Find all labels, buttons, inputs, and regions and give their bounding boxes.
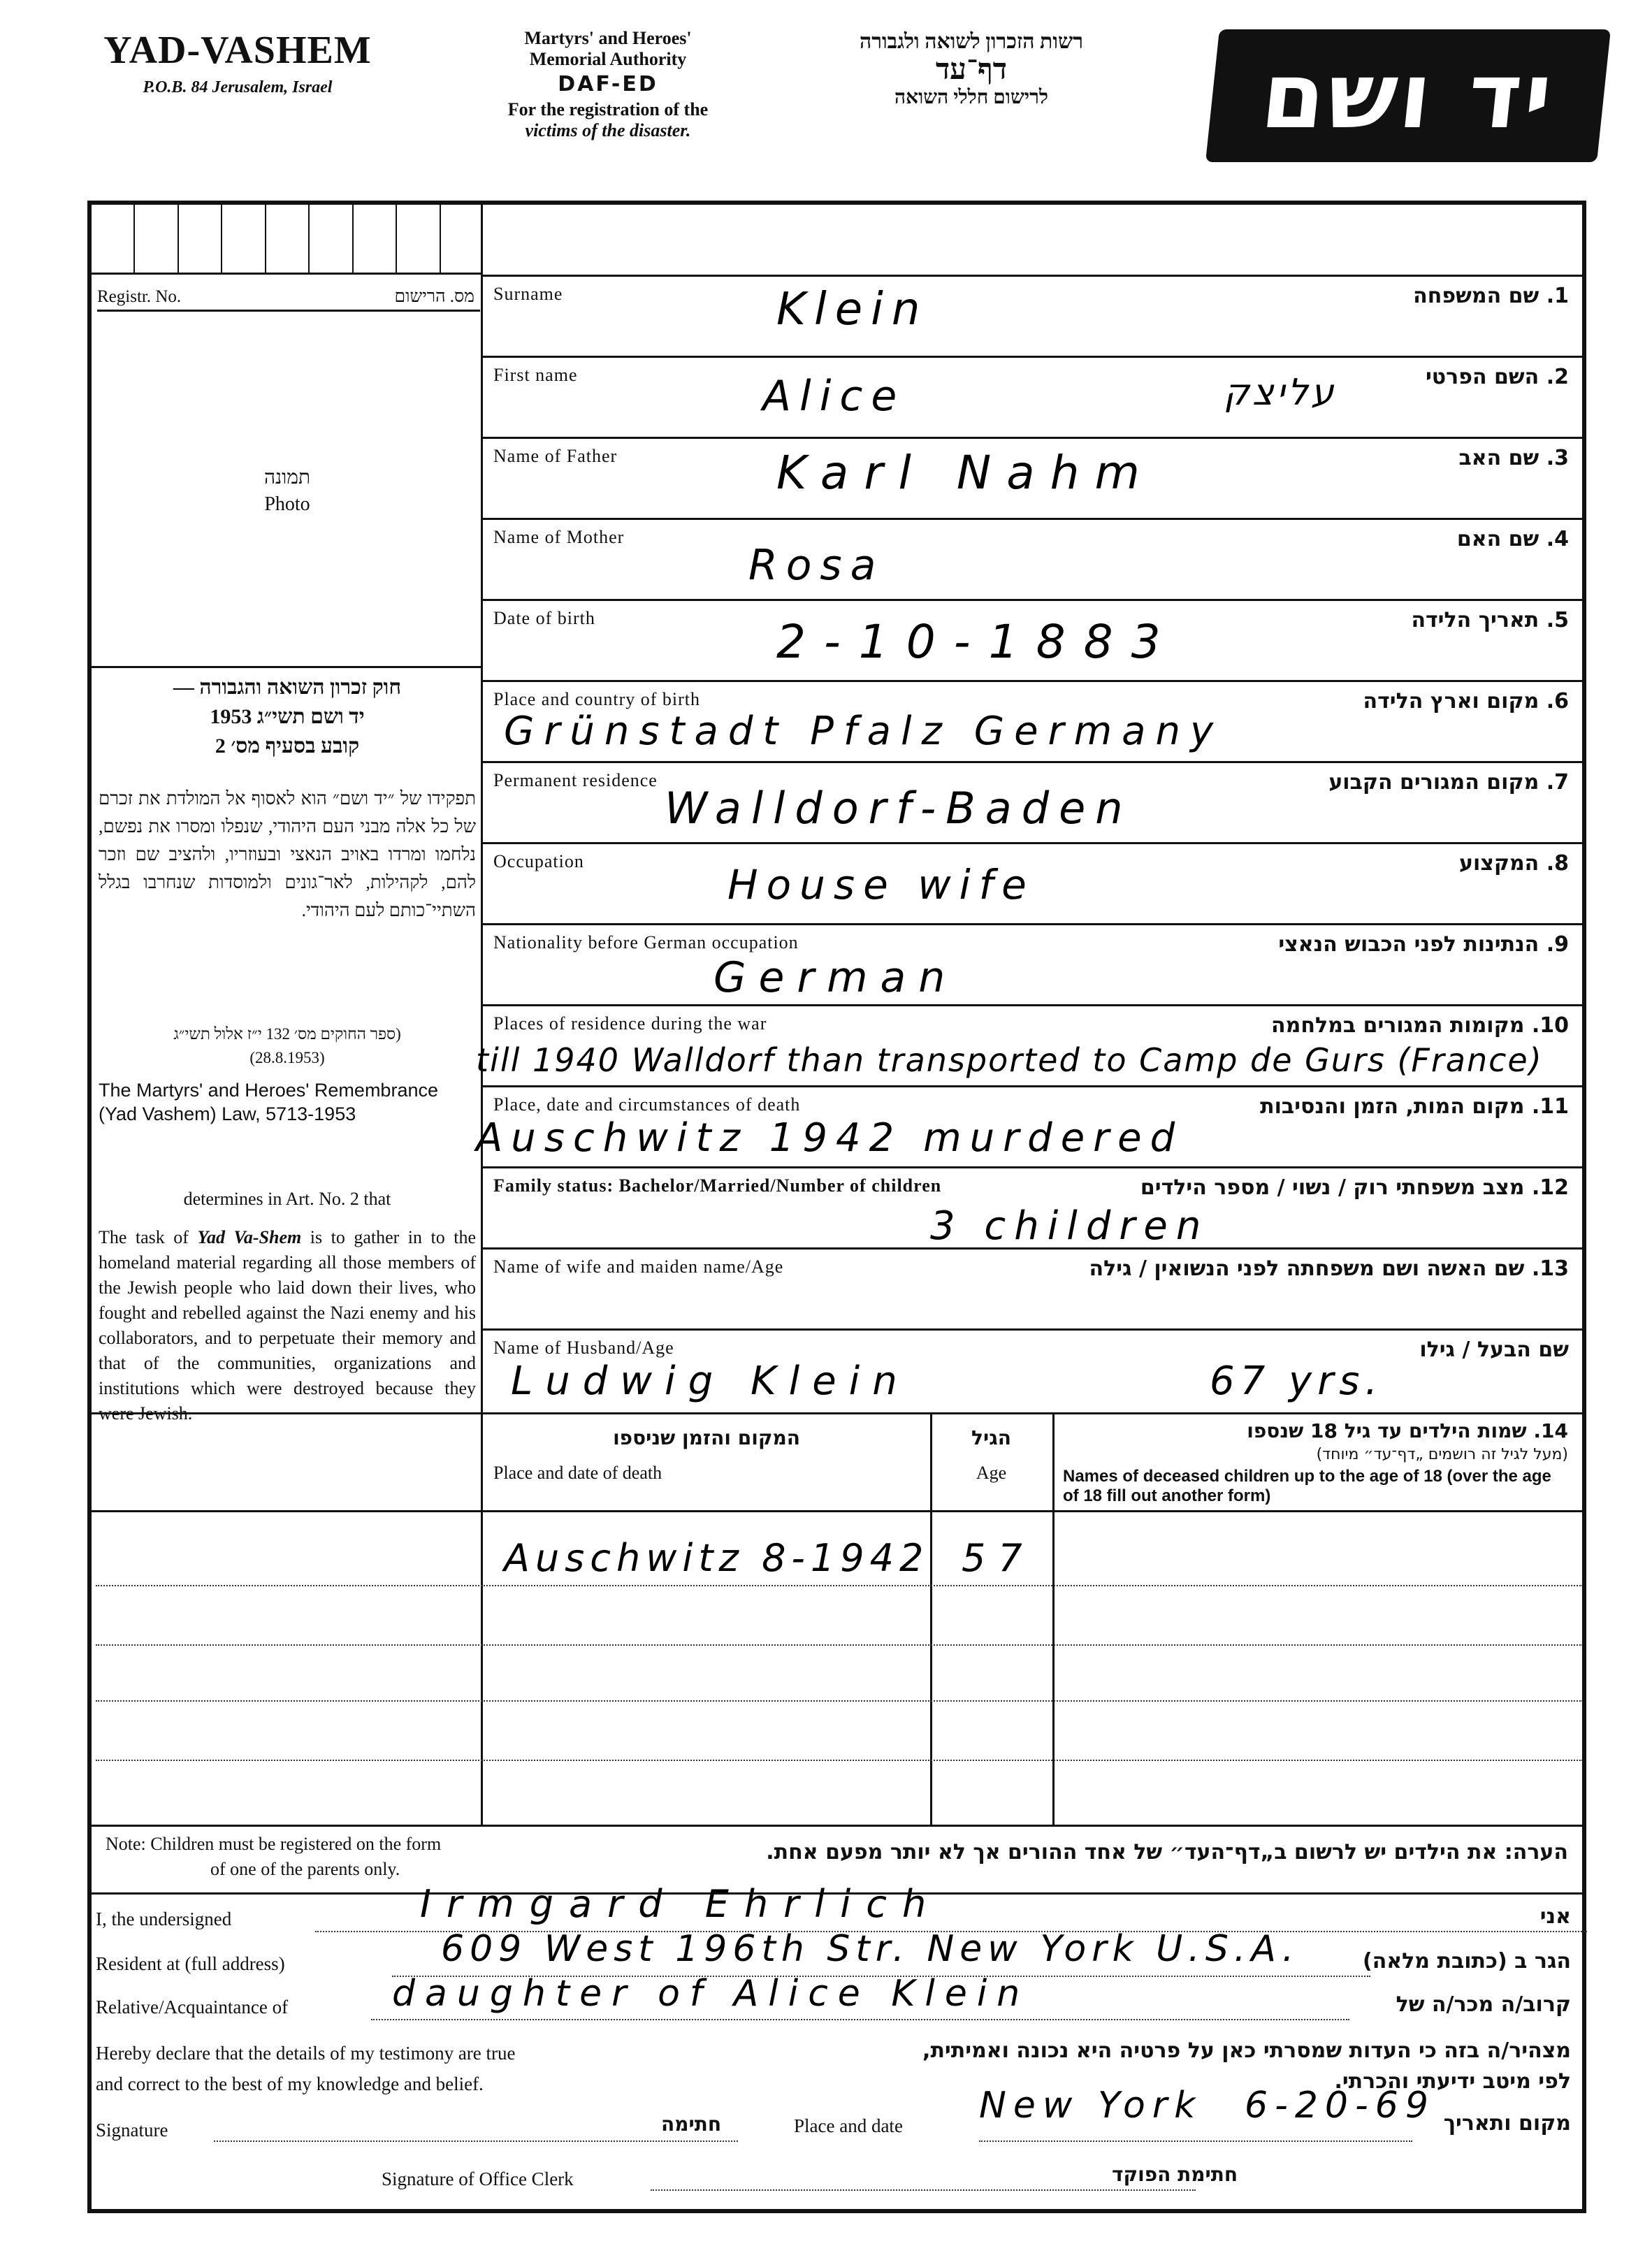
relative-value[interactable]: daughter of Alice Klein (392, 1973, 1030, 2015)
children-place-header-hebrew: המקום והזמן שניספו (613, 1426, 800, 1449)
nationality-value: German (713, 953, 958, 1002)
field-husband-name[interactable]: Name of Husband/Age שם הבעל / גילו Ludwig Klein 67 yrs. (483, 1328, 1586, 1412)
husband-age-value: 67 yrs. (1210, 1359, 1384, 1404)
resident-value[interactable]: 609 West 196th Str. New York U.S.A. (441, 1928, 1300, 1970)
child-place-date-value: Auschwitz 8-1942 (504, 1536, 929, 1580)
purpose-line-1: For the registration of the (507, 99, 709, 119)
field-family-status[interactable]: Family status: Bachelor/Married/Number of children 12. מצב משפחתי רוק / נשוי / מספר הילדים 3 children (483, 1166, 1586, 1247)
husband-name-value: Ludwig Klein (511, 1359, 910, 1404)
authority-block (440, 28, 776, 196)
declaration-hebrew-line-2: לפי מיטב ידיעתי והכרתי. (1334, 2069, 1571, 2094)
law-hebrew-reference: (ספר החוקים מס׳ 132 י״ז אלול תשי״ג (28.8.1953) (173, 1025, 401, 1066)
place-of-birth-value: Grünstadt Pfalz Germany (504, 709, 1224, 754)
relative-label: Relative/Acquaintance of (96, 1997, 289, 2018)
yad-vashem-logo: יד ושם (1205, 29, 1611, 162)
authority-line-1: Martyrs' and Heroes' (524, 28, 692, 48)
declaration-hebrew-line-1: מצהיר/ה בזה כי העדות שמסרתי כאן על פרטיה היא נכונה ואמיתית, (922, 2038, 1571, 2063)
registration-label: Registr. No. (97, 287, 182, 306)
org-address: P.O.B. 84 Jerusalem, Israel (143, 78, 333, 96)
hebrew-daf-ed: דף־עד (935, 54, 1007, 86)
law-hebrew-text: תפקידו של ״יד ושם״ הוא לאסוף אל המולדת את זכרם של כל אלה מבני העם היהודי, שנפלו ומסרו את נפשם, נלחמו ומרדו באויב הנאצי ובעוזריו, ולהציב שם וזכר להם, לקהילות, לאר־גונים ולמוסדות שנחרבו בגלל השתיי־כותם לעם היהודי. (99, 788, 476, 920)
children-age-header-hebrew: הגיל (971, 1426, 1011, 1449)
testimony-form (87, 201, 1586, 2213)
law-hebrew-title: חוק זכרון השואה והגבורה — יד ושם תשי״ג 1953 קובע בסעיף מס׳ 2 (173, 676, 402, 758)
clerk-signature-label: Signature of Office Clerk (382, 2168, 574, 2189)
field-first-name[interactable]: First name 2. השם הפרטי Alice עליצק (483, 356, 1586, 437)
field-permanent-residence[interactable]: Permanent residence 7. מקום המגורים הקבוע Walldorf-Baden (483, 761, 1586, 842)
field-place-of-death[interactable]: Place, date and circumstances of death 11. מקום המות, הזמן והנסיבות Auschwitz 1942 murdered (483, 1085, 1586, 1166)
date-of-birth-value: 2-10-1883 (776, 615, 1179, 669)
father-name-value: Karl Nahm (776, 446, 1155, 500)
residence-during-war-value: till 1940 Walldorf than transported to Camp de Gurs (France) (476, 1041, 1543, 1079)
signature-label: Signature (96, 2120, 168, 2141)
place-date-label: Place and date (794, 2115, 903, 2136)
daf-ed-title: DAF-ED (558, 72, 658, 96)
hebrew-purpose: לרישום חללי השואה (894, 87, 1048, 108)
purpose-line-2: victims of the disaster. (525, 120, 691, 140)
photo-label-hebrew: תמונה (263, 467, 311, 488)
first-name-value: Alice (762, 372, 906, 421)
field-place-of-birth[interactable]: Place and country of birth 6. מקום וארץ הלידה Grünstadt Pfalz Germany (483, 680, 1586, 761)
left-column (92, 205, 483, 1825)
field-nationality[interactable]: Nationality before German occupation 9. הנתינות לפני הכבוש הנאצי German (483, 923, 1586, 1004)
registration-boxes (92, 205, 483, 275)
field-occupation[interactable]: Occupation 8. המקצוע House wife (483, 842, 1586, 923)
place-date-label-hebrew: מקום ותאריך (1443, 2111, 1571, 2136)
law-english-text: The task of Yad Va-Shem is to gather in to the homeland material regarding all those members of the Jewish people who laid down their lives, who fought and rebelled against the Nazi enemy and his collaborators, and to perpetuate their memory and that of the communities, organizations and institutions which were destroyed because they were Jewish. (99, 1227, 476, 1424)
mother-name-value: Rosa (748, 541, 885, 590)
photo-placeholder (92, 465, 483, 518)
permanent-residence-value: Walldorf-Baden (665, 783, 1133, 834)
hebrew-authority: רשות הזכרון לשואה ולגבורה (860, 30, 1083, 53)
family-status-value: 3 children (930, 1203, 1210, 1249)
place-of-death-value: Auschwitz 1942 murdered (476, 1115, 1184, 1161)
first-name-hebrew-value: עליצק (1224, 372, 1337, 414)
surname-value: Klein (776, 284, 929, 335)
field-date-of-birth[interactable]: Date of birth 5. תאריך הלידה 2-10-1883 (483, 599, 1586, 680)
registration-label-hebrew: מס. הרישום (394, 287, 474, 306)
undersigned-label-hebrew: אני (1539, 1904, 1571, 1929)
authority-line-2: Memorial Authority (529, 49, 687, 69)
note-hebrew: הערה: את הילדים יש לרשום ב„דף־העד״ של אחד ההורים אך לא יותר מפעם אחת. (766, 1840, 1568, 1864)
org-title: YAD-VASHEM (103, 29, 372, 72)
place-value[interactable]: New York (979, 2085, 1203, 2127)
children-age-header: Age (976, 1463, 1007, 1483)
resident-label: Resident at (full address) (96, 1953, 285, 1974)
relative-label-hebrew: קרוב/ה מכר/ה של (1396, 1992, 1571, 2017)
registration-number-field (97, 287, 474, 307)
resident-label-hebrew: הגר ב (כתובת מלאה) (1362, 1949, 1571, 1973)
declaration-line-2: and correct to the best of my knowledge and belief. (96, 2073, 484, 2094)
signature-label-hebrew: חתימה (661, 2113, 722, 2136)
children-names-header: Names of deceased children up to the age of 18 (over the age of 18 fill out another form) (1063, 1467, 1551, 1505)
field-surname[interactable]: Surname 1. שם המשפחה Klein (483, 275, 1586, 356)
law-english-title: The Martyrs' and Heroes' Remembrance (Yad Vashem) Law, 5713-1953 (99, 1080, 438, 1124)
undersigned-label: I, the undersigned (96, 1908, 232, 1929)
child-age-value: 57 (962, 1536, 1035, 1580)
field-wife-name[interactable]: Name of wife and maiden name/Age 13. שם האשה ושם משפחתה לפני הנשואין / גילה (483, 1247, 1586, 1328)
clerk-signature-label-hebrew: חתימת הפוקד (1112, 2163, 1238, 2186)
field-father-name[interactable]: Name of Father 3. שם האב Karl Nahm (483, 437, 1586, 518)
children-names-header-hebrew: 14. שמות הילדים עד גיל 18 שנספו (1247, 1419, 1568, 1442)
date-value[interactable]: 6-20-69 (1245, 2085, 1435, 2127)
note-english: Note: Children must be registered on the form of one of the parents only. (106, 1834, 442, 1879)
org-title-block (84, 28, 391, 196)
children-place-header: Place and date of death (493, 1463, 662, 1483)
field-mother-name[interactable]: Name of Mother 4. שם האם Rosa (483, 518, 1586, 599)
photo-label: Photo (264, 493, 310, 515)
declaration-line-1: Hereby declare that the details of my testimony are true (96, 2043, 516, 2064)
hebrew-header-block (790, 28, 1153, 196)
children-names-subheader-hebrew: (מעל לגיל זה רושמים „דף־עד״ מיוחד) (1316, 1446, 1568, 1463)
occupation-value: House wife (727, 861, 1035, 908)
undersigned-value[interactable]: Irmgard Ehrlich (420, 1882, 942, 1926)
law-english-determines: determines in Art. No. 2 that (183, 1189, 391, 1209)
field-residence-during-war[interactable]: Places of residence during the war 10. מקומות המגורים במלחמה till 1940 Walldorf than transported to Camp de Gurs (France) (483, 1004, 1586, 1085)
